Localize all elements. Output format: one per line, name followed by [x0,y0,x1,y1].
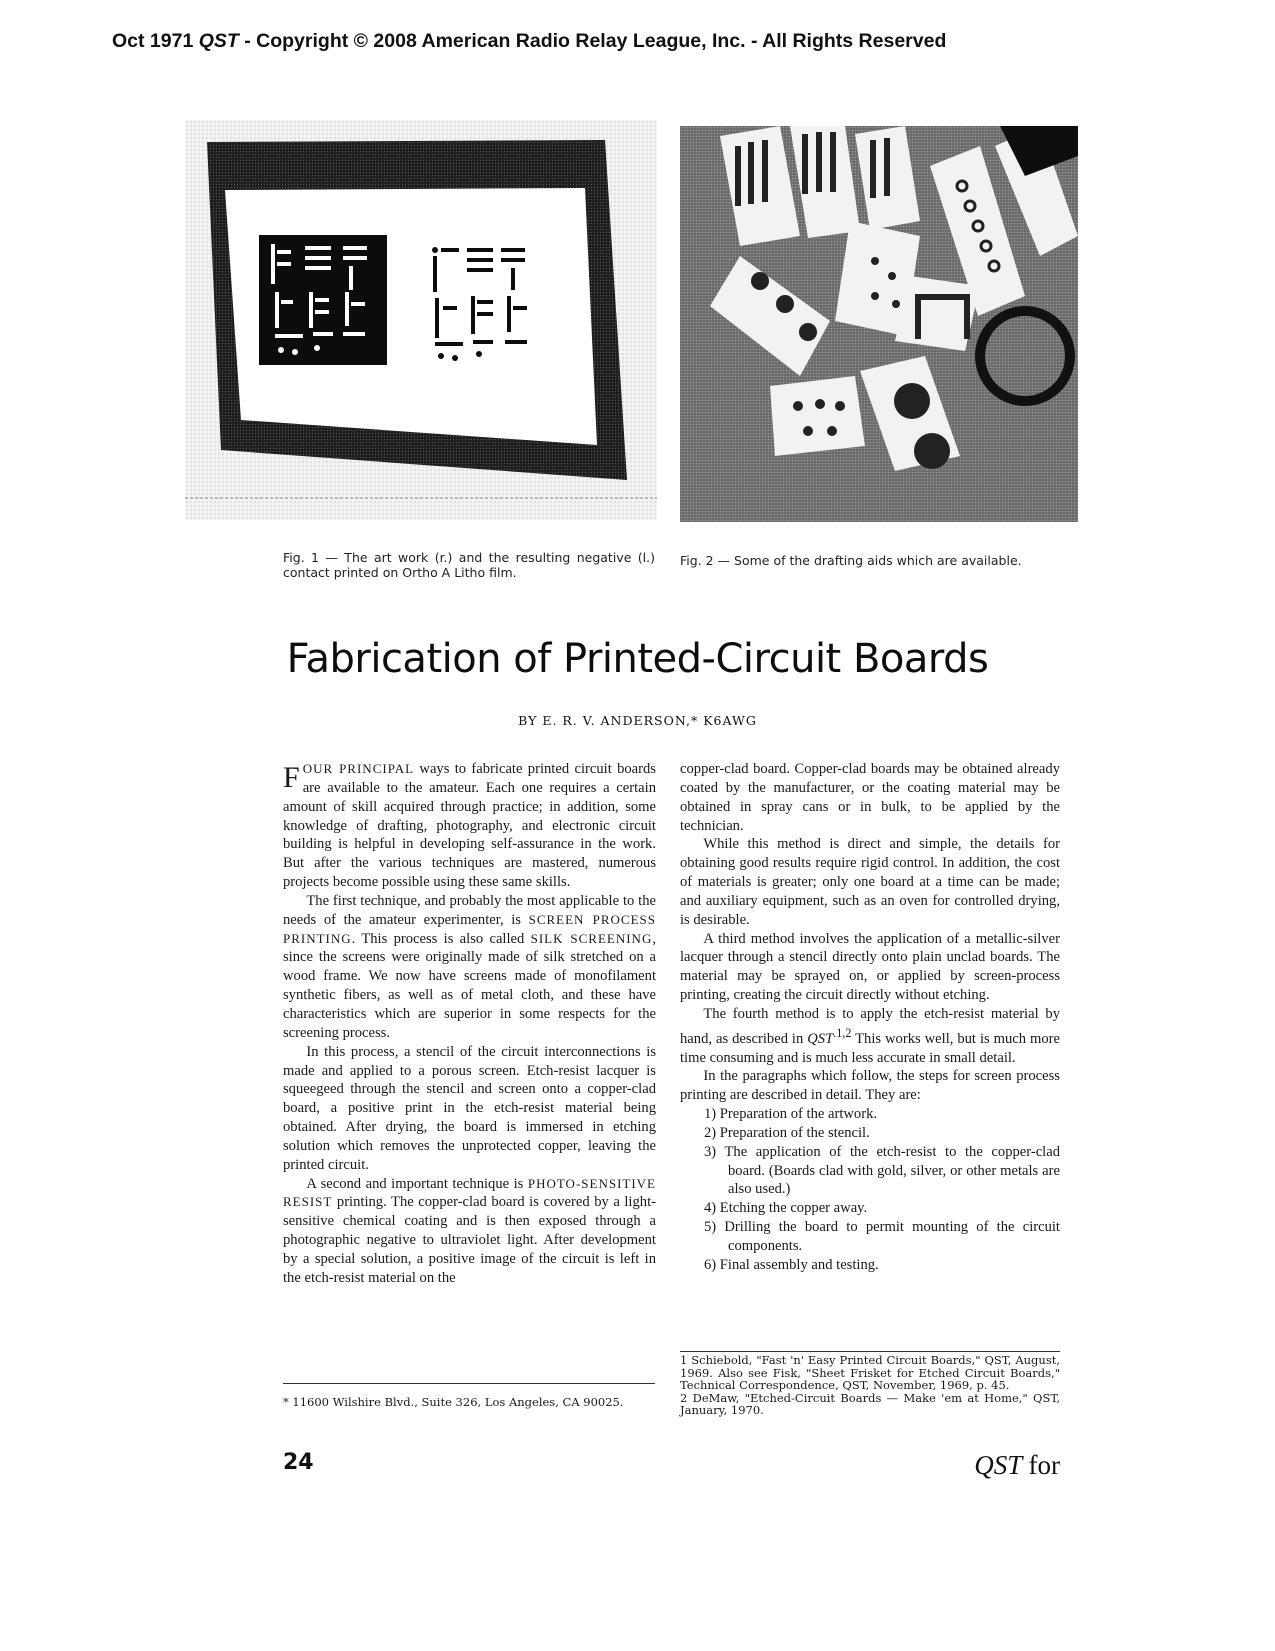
figure-2-image [680,126,1078,522]
paragraph-4-continued: copper-clad board. Copper-clad boards may be obtained already coated by the manufacturer, or the coating material may be obtained in spray cans or in bulk, to be applied by the technician. [680,761,1060,834]
footnote-2: 2 DeMaw, "Etched-Circuit Boards — Make 'em at Home," QST, January, 1970. [680,1390,1060,1417]
list-item: 2) Preparation of the stencil. [704,1124,870,1141]
header-copyright: - Copyright © 2008 American Radio Relay League, Inc. - All Rights Reserved [238,30,947,52]
paragraph-5: While this method is direct and simple, the details for obtaining good results require rigid control. In addition, the cost of materials is greater; only one board at a time can be made; and auxiliary equipment, such as an oven for controlled drying, is desirable. [680,836,1060,928]
footer-issue: QST for [974,1450,1060,1480]
drop-cap: F [283,761,300,794]
list-item: 1) Preparation of the artwork. [704,1106,878,1123]
byline: BY E. R. V. ANDERSON,* K6AWG [518,713,757,728]
paragraph-8: In the paragraphs which follow, the steps for screen process printing are described in detail. They are: [680,1068,1060,1104]
reference-footnotes [680,1354,1060,1417]
paragraph-2: The first technique, and probably the most applicable to the needs of the amateur experimenter, is SCREEN PROCESS PRINTING. This process is also called SILK SCREENING, since the screens were originally made of silk stretched on a wood frame. We now have screens made of monofilament synthetic fibers, as well as of metal cloth, and these have characteristics which are superior in some respects for the screening process. [283,892,656,1041]
right-column [680,760,1060,1275]
list-item: 3) The application of the etch-resist to the copper-clad board. (Boards clad with gold, silver, or other metals are also used.) [704,1143,1060,1198]
paragraph-6: A third method involves the application of a metallic-silver lacquer through a stencil directly onto plain unclad boards. The material may be sprayed on, or applied by screen-process printing, creating the circuit directly without etching. [680,930,1060,1004]
figure-1-photo [185,120,657,520]
header-date: Oct 1971 [112,30,199,52]
steps-list [680,1105,1060,1275]
figure-1-caption: Fig. 1 — The art work (r.) and the resulting negative (l.) contact printed on Ortho A Litho film. [283,550,655,580]
footnote-1: 1 Schiebold, "Fast 'n' Easy Printed Circuit Boards," QST, August, 1969. Also see Fisk, "Sheet Frisket for Etched Circuit Boards," Technical Correspondence, QST, November, 1969, p. 45. [680,1353,1060,1392]
list-item: 4) Etching the copper away. [704,1200,868,1217]
copyright-header [112,30,1172,53]
figure-2-caption: Fig. 2 — Some of the drafting aids which are available. [680,553,1022,568]
footnote-divider-right [680,1351,1060,1352]
footnote-divider-left [283,1383,655,1384]
paragraph-4: A second and important technique is PHOTO-SENSITIVE RESIST printing. The copper-clad board is covered by a light-sensitive chemical coating and is then exposed through a photographic negative to ultraviolet light. After development by a special solution, a positive image of the circuit is left in the etch-resist material on the [283,1175,656,1286]
article-title: Fabrication of Printed-Circuit Boards [286,636,989,682]
figure-2-photo [680,126,1078,522]
left-column [283,760,656,1288]
page-number: 24 [283,1450,314,1475]
list-item: 6) Final assembly and testing. [704,1256,879,1273]
figure-1-image [185,120,657,520]
paragraph-1: FOUR PRINCIPAL ways to fabricate printed circuit boards are available to the amateur. Each one requires a certain amount of skill acquired through practice; in addition, some knowledge of drafting, photography, and electronic circuit building is helpful in developing self-assurance in the work. But after the various techniques are mastered, numerous projects become possible using these same skills. [283,761,656,891]
author-address-footnote: * 11600 Wilshire Blvd., Suite 326, Los Angeles, CA 90025. [283,1395,624,1409]
header-magazine: QST [198,30,239,52]
paragraph-3: In this process, a stencil of the circuit interconnections is made and applied to a porous screen. Etch-resist lacquer is squeegeed through the stencil and screen onto a copper-clad board, a positive print in the etch-resist material being obtained. After drying, the board is immersed in etching solution which removes the unprotected copper, leaving the printed circuit. [283,1043,656,1173]
list-item: 5) Drilling the board to permit mounting of the circuit components. [704,1219,1060,1254]
paragraph-7: The fourth method is to apply the etch-resist material by hand, as described in $QST^{.1,2}$ This works well, but is much more time consuming and is much less accurate in small detail. [680,1005,1060,1066]
